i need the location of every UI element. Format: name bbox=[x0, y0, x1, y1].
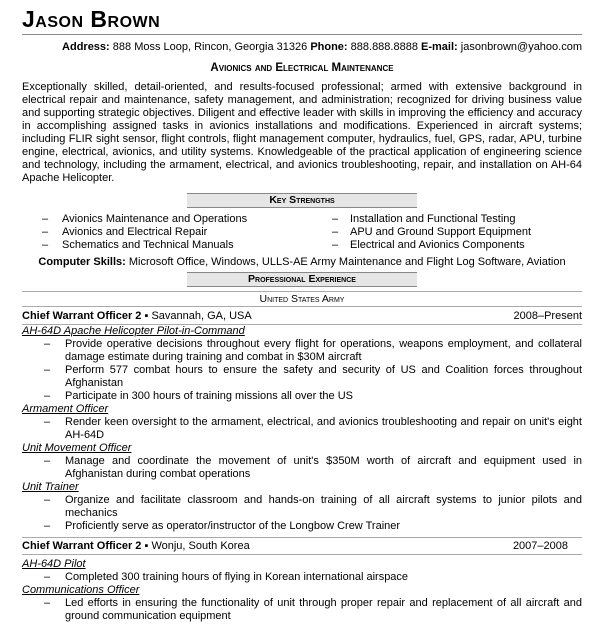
job-dates: 2007–2008 bbox=[512, 540, 568, 552]
contact-line bbox=[22, 41, 582, 54]
list-item: – Proficiently serve as operator/instructor of the Longbow Crew Trainer bbox=[44, 520, 401, 532]
job-location: Savannah, GA, USA bbox=[151, 310, 252, 322]
list-item: – Schematics and Technical Manuals bbox=[42, 239, 234, 251]
address-label: Address: bbox=[62, 41, 110, 53]
role-title: AH-64D Pilot bbox=[22, 558, 86, 570]
duty-list bbox=[22, 338, 582, 403]
role-title: Unit Trainer bbox=[22, 481, 79, 493]
address-value: 888 Moss Loop, Rincon, Georgia 31326 bbox=[112, 41, 308, 53]
job-title: Chief Warrant Officer 2 bbox=[22, 310, 142, 322]
computer-skills-label: Computer Skills: bbox=[38, 256, 126, 268]
employer-name: United States Army bbox=[22, 291, 582, 307]
duty-list bbox=[22, 597, 582, 623]
email-label: E-mail: bbox=[421, 41, 458, 53]
duty-list bbox=[22, 571, 582, 584]
computer-skills-value: Microsoft Office, Windows, ULLS-AE Army Maintenance and Flight Log Software, Aviation bbox=[128, 256, 566, 268]
key-strengths bbox=[22, 213, 582, 252]
duty-list bbox=[22, 455, 582, 481]
job-location: Wonju, South Korea bbox=[151, 540, 250, 552]
job-header: Chief Warrant Officer 2 ▪ Savannah, GA, USA 2008–Present bbox=[22, 310, 582, 325]
role-title: AH-64D Apache Helicopter Pilot-in-Command bbox=[22, 325, 245, 337]
list-item: – Organize and facilitate classroom and hands-on training of all aircraft systems to junior pilots and mechanics bbox=[44, 494, 582, 519]
header-rule bbox=[22, 34, 582, 35]
list-item: – Led efforts in ensuring the functionality of unit through proper repair and replacement of all aircraft and ground communication equipment bbox=[44, 597, 582, 622]
role-title: Unit Movement Officer bbox=[22, 442, 132, 454]
computer-skills bbox=[22, 256, 582, 269]
job-title: Chief Warrant Officer 2 bbox=[22, 540, 142, 552]
job-header: Chief Warrant Officer 2 ▪ Wonju, South Korea 2007–2008 bbox=[22, 537, 582, 555]
candidate-name: Jason Brown bbox=[22, 6, 161, 32]
list-item: – Render keen oversight to the armament, electrical, and avionics troubleshooting and repair on unit's eight AH-64D bbox=[44, 416, 582, 441]
role-title: Armament Officer bbox=[22, 403, 109, 415]
key-strengths-heading: Key Strengths bbox=[187, 193, 417, 208]
list-item: – Participate in 300 hours of training missions all over the US bbox=[44, 390, 353, 402]
headline: Avionics and Electrical Maintenance bbox=[210, 62, 394, 74]
email-value[interactable]: jasonbrown@yahoo.com bbox=[460, 41, 582, 53]
list-item: – Electrical and Avionics Components bbox=[332, 239, 525, 251]
duty-list bbox=[22, 494, 582, 533]
strengths-right-column bbox=[302, 213, 582, 252]
duty-list bbox=[22, 416, 582, 442]
experience-heading: Professional Experience bbox=[187, 272, 417, 287]
list-item: – Avionics and Electrical Repair bbox=[42, 226, 208, 238]
list-item: – Installation and Functional Testing bbox=[332, 213, 516, 225]
list-item: – Avionics Maintenance and Operations bbox=[42, 213, 248, 225]
list-item: – Perform 577 combat hours to ensure the safety and security of US and Coalition forces throughout Afghanistan bbox=[44, 364, 582, 389]
resume-page bbox=[22, 0, 582, 623]
phone-value: 888.888.8888 bbox=[350, 41, 418, 53]
job-dates: 2008–Present bbox=[513, 310, 582, 322]
list-item: – Manage and coordinate the movement of unit's $350M worth of aircraft and equipment used in Afghanistan during combat operations bbox=[44, 455, 582, 480]
strengths-left-column bbox=[22, 213, 302, 252]
summary: Exceptionally skilled, detail-oriented, and results-focused professional; armed with extensive background in electrical repair and maintenance, safety management, and administration; recognized for driving business value and supporting strategic objectives. Diligent and effective leader with skills in improving the efficiency and accuracy in accomplishing assigned tasks in avionics installations and modifications. Experienced in aircraft systems; including FLIR sight sensor, flight controls, flight management computer, hydraulics, fuel, GPS, radar, APU, turbine engine, electrical, avionics, and utility systems. Knowledgeable of the practical application of engineering science and technology, including the armament, electrical, and avionics troubleshooting, repair, and installation on AH-64 Apache Helicopter. bbox=[22, 81, 582, 184]
list-item: – APU and Ground Support Equipment bbox=[332, 226, 532, 238]
phone-label: Phone: bbox=[310, 41, 348, 53]
list-item: – Completed 300 training hours of flying in Korean international airspace bbox=[44, 571, 409, 583]
role-title: Communications Officer bbox=[22, 584, 140, 596]
list-item: – Provide operative decisions throughout every flight for operations, weapons employment, and collateral damage estimate during training and combat in $30M aircraft bbox=[44, 338, 582, 363]
